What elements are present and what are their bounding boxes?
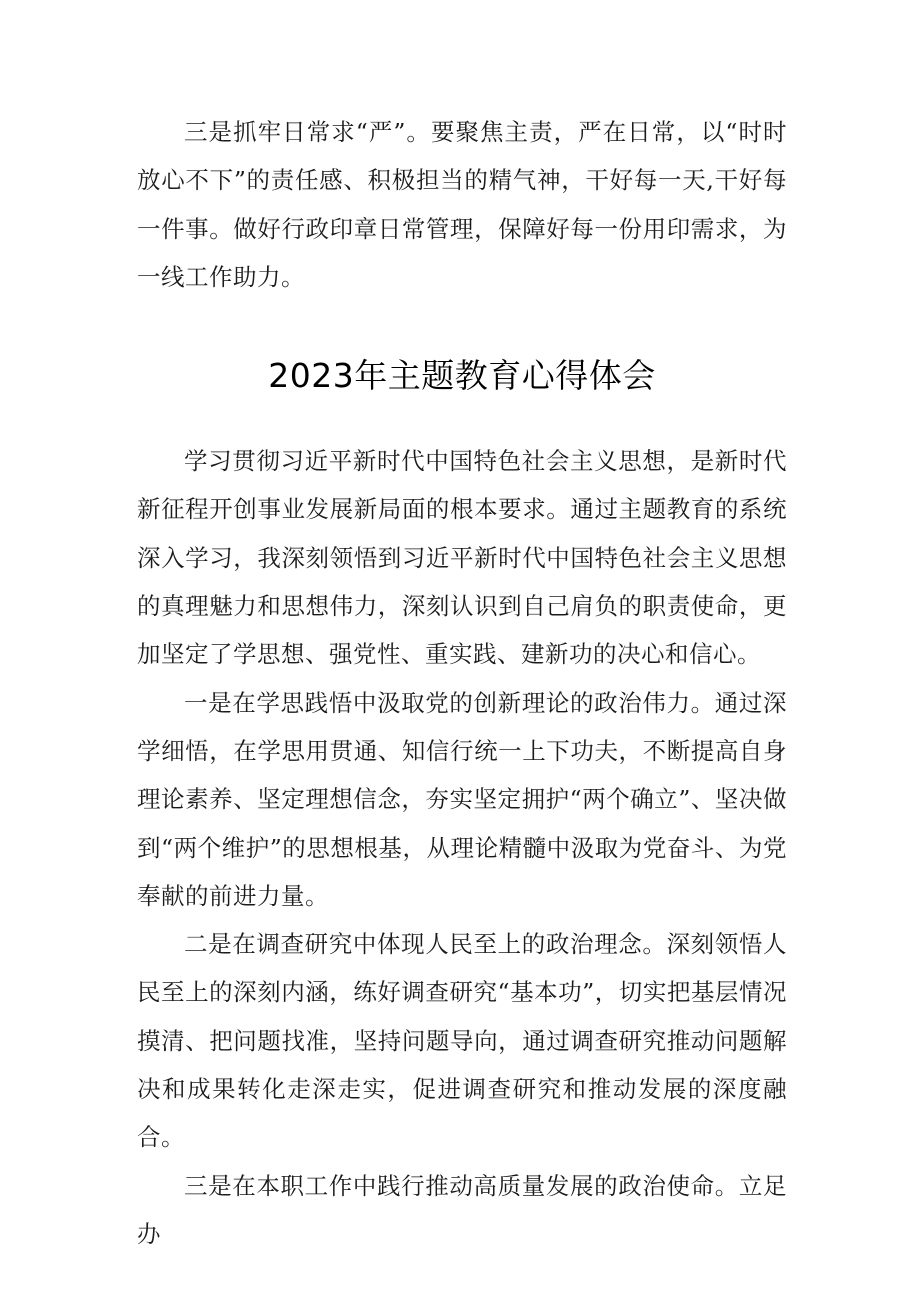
body-paragraph-2: 一是在学思践悟中汲取党的创新理论的政治伟力。通过深学细悟，在学思用贯通、知信行统一上下功夫，不断提高自身理论素养、坚定理想信念，夯实坚定拥护“两个确立”、坚决做到“两个维护”的思想根基，从理论精髓中汲取为党奋斗、为党奉献的前进力量。 <box>137 688 787 910</box>
body-paragraph-4: 三是在本职工作中践行推动高质量发展的政治使命。立足办 <box>137 1171 787 1248</box>
body-paragraph-1: 学习贯彻习近平新时代中国特色社会主义思想，是新时代新征程开创事业发展新局面的根本要求。通过主题教育的系统深入学习，我深刻领悟到习近平新时代中国特色社会主义思想的真理魅力和思想伟力，深刻认识到自己肩负的职责使命，更加坚定了学思想、强党性、重实践、建新功的决心和信心。 <box>137 447 787 669</box>
intro-paragraph: 三是抓牢日常求“严”。要聚焦主责，严在日常，以“时时放心不下”的责任感、积极担当的精气神，干好每一天,干好每一件事。做好行政印章日常管理，保障好每一份用印需求，为一线工作助力。 <box>137 118 787 291</box>
document-title: 2023年主题教育心得体会 <box>268 356 656 396</box>
body-paragraph-3: 二是在调查研究中体现人民至上的政治理念。深刻领悟人民至上的深刻内涵，练好调查研究“基本功”，切实把基层情况摸清、把问题找准，坚持问题导向，通过调查研究推动问题解决和成果转化走深走实，促进调查研究和推动发展的深度融合。 <box>137 930 787 1152</box>
document-body <box>137 108 787 1258</box>
